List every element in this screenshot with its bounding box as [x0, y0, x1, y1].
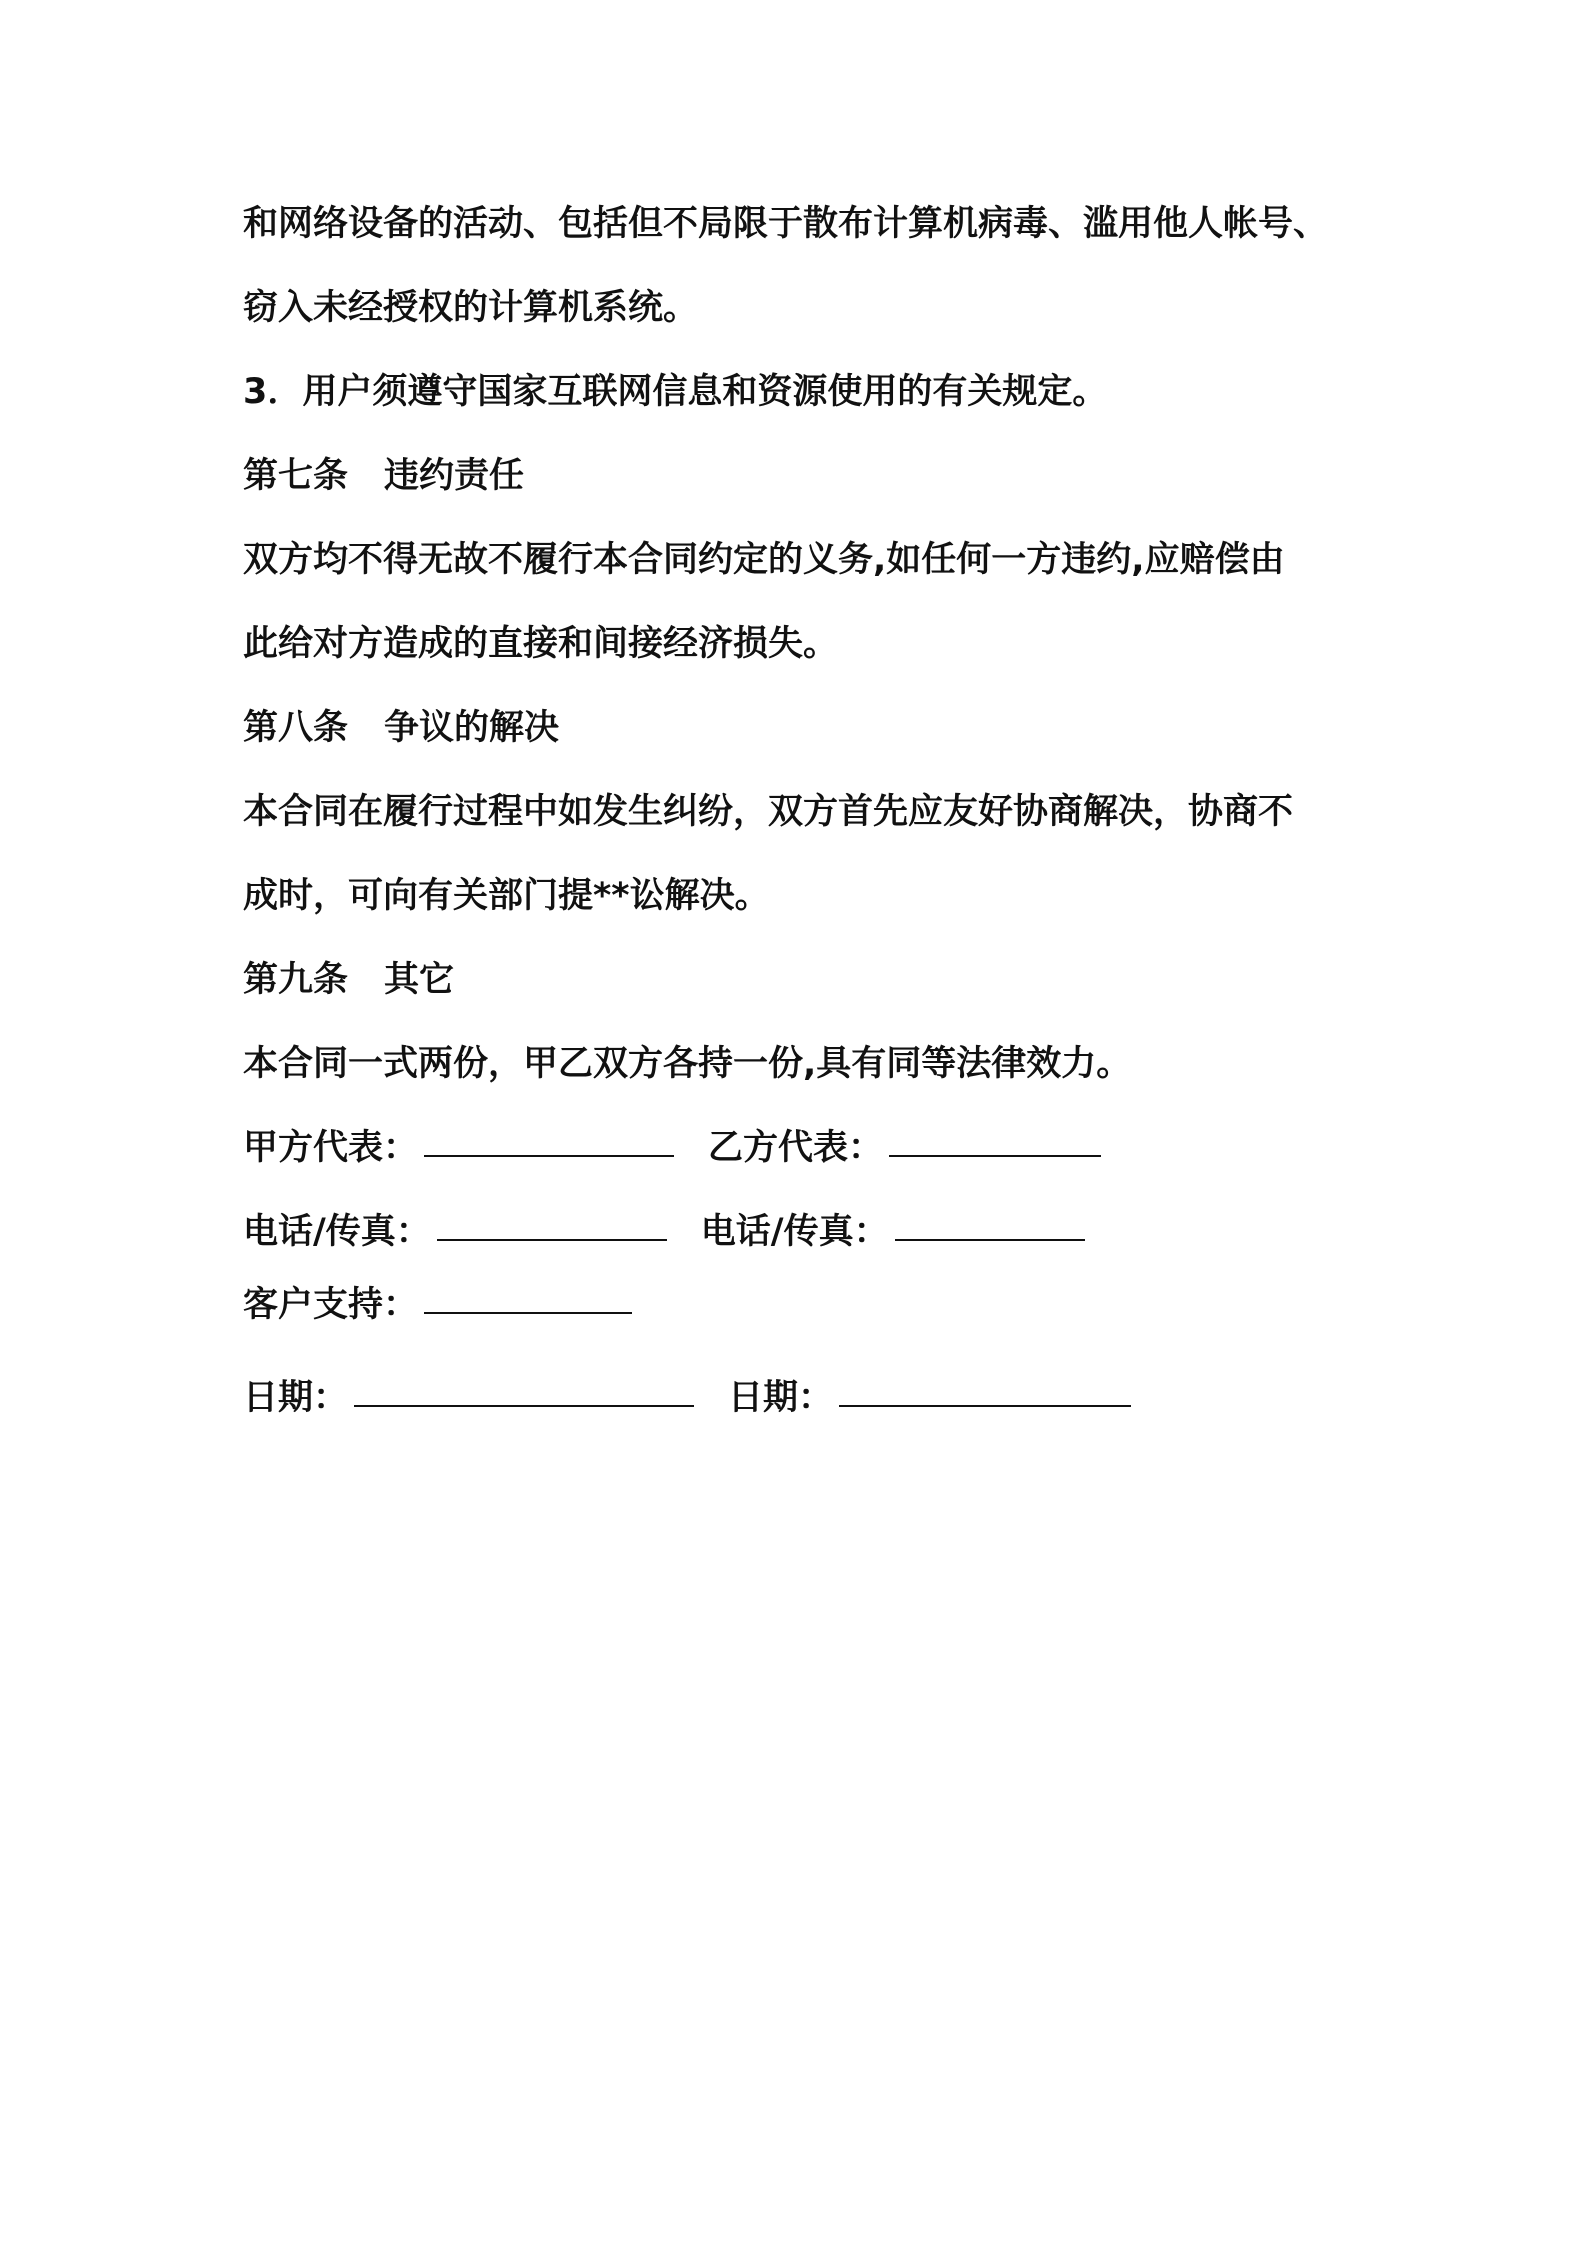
- party-a-rep-label: 甲方代表：: [243, 1128, 419, 1168]
- phone-fax-a-blank[interactable]: [437, 1235, 667, 1241]
- paragraph-line: 成时，可向有关部门提**讼解决。: [243, 876, 770, 916]
- phone-fax-b-blank[interactable]: [895, 1235, 1085, 1241]
- phone-fax-b-field: [701, 1208, 1085, 1257]
- date-a-field: [243, 1374, 694, 1423]
- date-b-label: 日期：: [728, 1378, 834, 1418]
- article-title: 违约责任: [384, 456, 525, 496]
- paragraph-line: 窃入未经授权的计算机系统。: [243, 288, 699, 328]
- article-heading-8: [243, 704, 1363, 753]
- article-number: 第七条: [243, 456, 349, 496]
- article-heading-9: [243, 956, 1363, 1005]
- article-number: 第九条: [243, 960, 349, 1000]
- article-heading-7: [243, 452, 1363, 501]
- phone-fax-a-field: [243, 1208, 667, 1257]
- party-b-rep-blank[interactable]: [889, 1151, 1101, 1157]
- phone-fax-b-label: 电话/传真：: [700, 1212, 889, 1252]
- customer-support-label: 客户支持：: [243, 1285, 419, 1325]
- paragraph-line: 本合同在履行过程中如发生纠纷，双方首先应友好协商解决，协商不: [243, 792, 1294, 832]
- article-title: 其它: [384, 960, 455, 1000]
- party-b-rep-label: 乙方代表：: [708, 1128, 884, 1168]
- article-title: 争议的解决: [384, 708, 560, 748]
- date-b-field: [728, 1374, 1131, 1423]
- party-a-rep-field: [243, 1124, 674, 1173]
- article-number: 第八条: [243, 708, 349, 748]
- party-a-rep-blank[interactable]: [424, 1151, 674, 1157]
- signature-row-support: [243, 1281, 1363, 1330]
- signature-row-representatives: [243, 1124, 1363, 1173]
- paragraph-line: 本合同一式两份，甲乙双方各持一份,具有同等法律效力。: [243, 1044, 1132, 1084]
- document-body: [243, 200, 1363, 1423]
- customer-support-blank[interactable]: [424, 1308, 632, 1314]
- paragraph-line: 和网络设备的活动、包括但不局限于散布计算机病毒、滥用他人帐号、: [243, 204, 1329, 244]
- paragraph-line: 3．用户须遵守国家互联网信息和资源使用的有关规定。: [243, 372, 1108, 412]
- paragraph-line: 此给对方造成的直接和间接经济损失。: [243, 624, 839, 664]
- party-b-rep-field: [708, 1124, 1101, 1173]
- phone-fax-a-label: 电话/传真：: [243, 1212, 431, 1252]
- date-a-label: 日期：: [243, 1378, 349, 1418]
- signature-row-phone: [243, 1208, 1363, 1257]
- signature-row-dates: [243, 1374, 1363, 1423]
- date-a-blank[interactable]: [354, 1401, 694, 1407]
- paragraph-line: 双方均不得无故不履行本合同约定的义务,如任何一方违约,应赔偿由: [243, 540, 1285, 580]
- date-b-blank[interactable]: [839, 1401, 1131, 1407]
- customer-support-field: [243, 1281, 632, 1330]
